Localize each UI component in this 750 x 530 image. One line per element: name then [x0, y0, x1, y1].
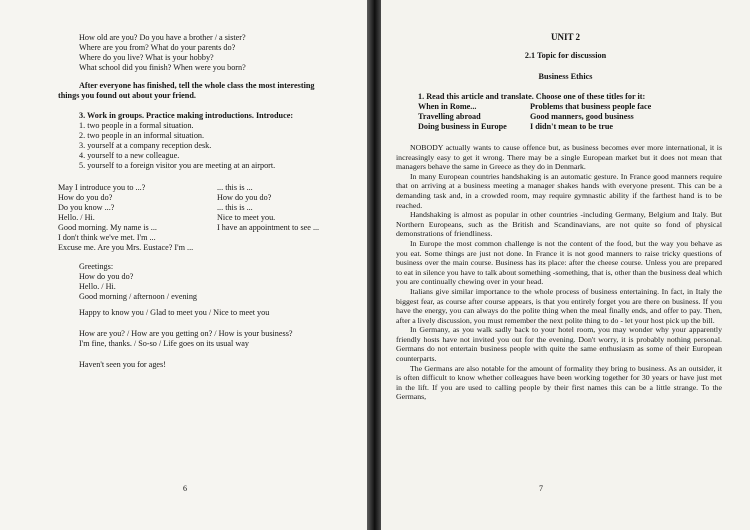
article-paragraph: Italians give similar importance to the whole process of business entertaining. In fact, in Italy the biggest fear, as course after course appears, is that you entirely forget you are there on business. If you have the energy, you can always do the polite thing when the meal finally ends, and offer to pay. Then, after a lively discussion, you must remember the next polite thing to do - let your host pick up the bill. — [396, 286, 722, 325]
article-paragraph: In Europe the most common challenge is not the content of the food, but the way you behave as you eat. Some things are just not done. In France it is not good manners to raise tricky questions of business over the main course. Business has its place: after the cheese course. Unless you are prepared to eat in silence you have to talk about something -something, that is, other than the business deal which you are continually chewing over in your head. — [396, 238, 722, 287]
greetings-heading: Greetings: — [79, 262, 114, 271]
phrase: Nice to meet you. — [217, 213, 276, 222]
title-option: Problems that business people face — [530, 102, 652, 111]
question-line: Where are you from? What do your parents do? — [79, 43, 236, 52]
phrases-column-1 — [58, 183, 193, 253]
task-3-item: 2. two people in an informal situation. — [79, 131, 205, 140]
phrase: I don't think we've met. I'm ... — [58, 233, 156, 242]
title-row — [418, 102, 651, 112]
phrase: I have an appointment to see ... — [217, 223, 320, 232]
article-paragraph: In many European countries handshaking is an automatic gesture. In France good manners require that on arriving at a business meeting a manager shakes hands with everyone present. This can be a demanding task and, in a crowded room, may require gymnastic ability if the farthest hand is to be reached. — [396, 171, 722, 210]
title-option: I didn't mean to be true — [530, 122, 614, 131]
happy-line: Happy to know you / Glad to meet you / Nice to meet you — [79, 308, 270, 317]
greeting: Hello. / Hi. — [79, 282, 116, 291]
how-are-you-block — [79, 329, 293, 349]
how-are-you-line: How are you? / How are you getting on? / How is your business? — [79, 329, 293, 338]
intro-questions — [79, 33, 246, 73]
page-number-right: 7 — [539, 484, 543, 493]
phrase: ... this is ... — [217, 203, 253, 212]
subtopic-heading: Business Ethics — [538, 72, 593, 81]
unit-title: UNIT 2 — [550, 32, 581, 42]
phrase: Do you know ...? — [58, 203, 115, 212]
task-3-item: 1. two people in a formal situation. — [79, 121, 194, 130]
title-option: Good manners, good business — [530, 112, 634, 121]
phrase: May I introduce you to ...? — [58, 183, 146, 192]
instruction-line: things you found out about your friend. — [58, 91, 196, 100]
title-options — [418, 102, 651, 132]
phrase: How do you do? — [58, 193, 113, 202]
task-1-heading: 1. Read this article and translate. Choose one of these titles for it: — [418, 92, 646, 101]
topic-heading: 2.1 Topic for discussion — [524, 51, 607, 60]
book-gutter — [367, 0, 381, 530]
left-page — [0, 0, 367, 530]
article-paragraph: NOBODY actually wants to cause offence but, as business becomes ever more international, it is increasingly easy to get it wrong. There may be a single European market but it does not mean that managers behave the same in Greece as they do in Denmark. — [396, 143, 722, 172]
title-row — [418, 122, 651, 132]
page-number-left: 6 — [183, 484, 187, 493]
question-line: Where do you live? What is your hobby? — [79, 53, 214, 62]
task-3-item: 5. yourself to a foreign visitor you are meeting at an airport. — [79, 161, 276, 170]
task-3-heading: 3. Work in groups. Practice making introductions. Introduce: — [79, 111, 294, 120]
question-line: How old are you? Do you have a brother / a sister? — [79, 33, 246, 42]
article-paragraph: In Germany, as you walk sadly back to your hotel room, you may wonder why your apparently friendly hosts have not invited you out for the evening. Don't worry, it is probably nothing personal. Germans do not entertain business people with quite the same enthusiasm as some of their European counterparts. — [396, 325, 722, 364]
havent-seen-line: Haven't seen you for ages! — [79, 360, 166, 369]
phrases-column-2 — [217, 183, 319, 233]
task-3-item: 4. yourself to a new colleague. — [79, 151, 180, 160]
title-option: Travelling abroad — [418, 112, 481, 121]
how-are-you-line: I'm fine, thanks. / So-so / Life goes on its usual way — [79, 339, 249, 348]
title-option: When in Rome... — [418, 102, 477, 111]
greetings-block — [79, 262, 197, 302]
article-body — [396, 143, 722, 402]
greeting: How do you do? — [79, 272, 134, 281]
right-page — [381, 0, 750, 530]
phrase: How do you do? — [217, 193, 272, 202]
phrase: Excuse me. Are you Mrs. Eustace? I'm ... — [58, 243, 194, 252]
task-3-item: 3. yourself at a company reception desk. — [79, 141, 212, 150]
phrase: Good morning. My name is ... — [58, 223, 157, 232]
article-paragraph: Handshaking is almost as popular in other countries -including Germany, Belgium and Italy. But Northern Europeans, such as the British and Scandinavians, are not quite so fond of physical demonstrations of friendliness. — [396, 210, 722, 239]
title-row — [418, 112, 651, 122]
instruction-line: After everyone has finished, tell the whole class the most interesting — [79, 81, 315, 90]
question-line: What school did you finish? When were you born? — [79, 63, 246, 72]
class-report-instruction — [58, 81, 315, 101]
task-3 — [79, 111, 293, 171]
phrase: Hello. / Hi. — [58, 213, 95, 222]
greeting: Good morning / afternoon / evening — [79, 292, 198, 301]
title-option: Doing business in Europe — [418, 122, 507, 131]
article-paragraph: The Germans are also notable for the amount of formality they bring to business. As an outsider, it is often difficult to know whether colleagues have been working together for 30 years or have just met in the lift. If you are used to calling people by their first names this can be a little strange. To the Germans, — [396, 363, 722, 402]
phrase: ... this is ... — [217, 183, 253, 192]
